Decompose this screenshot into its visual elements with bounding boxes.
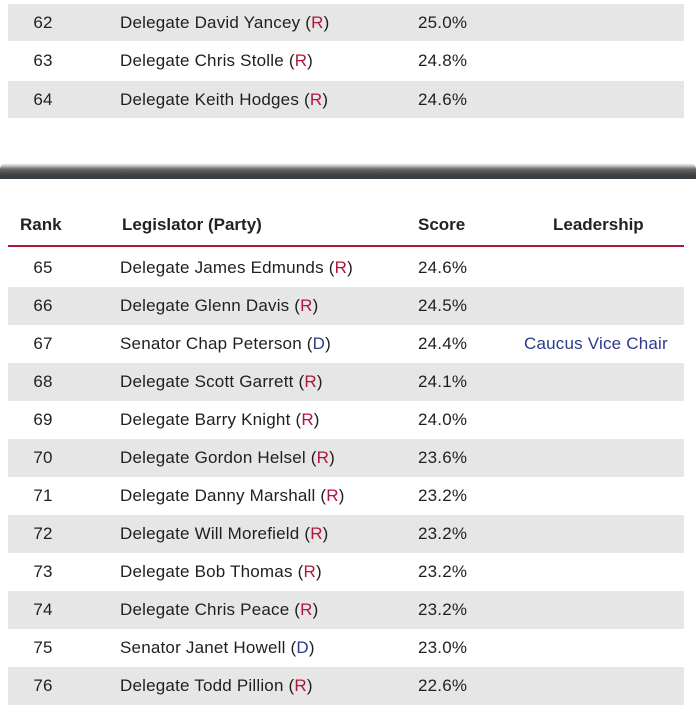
score-cell: 24.6% — [418, 258, 468, 277]
rank-cell: 67 — [33, 334, 53, 353]
party-label: R — [303, 562, 316, 581]
rank-cell: 73 — [33, 562, 53, 581]
score-cell: 23.0% — [418, 638, 468, 657]
header-legislator: Legislator (Party) — [122, 215, 262, 234]
legislator-name: Delegate Chris Peace — [120, 600, 290, 619]
score-cell: 24.5% — [418, 296, 468, 315]
rank-cell: 75 — [33, 638, 53, 657]
legislator-name: Delegate Barry Knight — [120, 410, 291, 429]
score-cell: 23.2% — [418, 600, 468, 619]
legislator-name: Delegate Chris Stolle — [120, 51, 284, 70]
header-rank: Rank — [20, 215, 62, 234]
score-cell: 23.2% — [418, 486, 468, 505]
legislator-name: Delegate Glenn Davis — [120, 296, 290, 315]
party-label: R — [334, 258, 348, 277]
legislator-name: Delegate Bob Thomas — [120, 562, 293, 581]
rank-cell: 63 — [33, 51, 53, 70]
score-cell: 23.2% — [418, 524, 468, 543]
score-cell: 23.2% — [418, 562, 468, 581]
rank-cell: 68 — [33, 372, 53, 391]
table-row — [8, 287, 684, 325]
table-header — [8, 205, 684, 247]
rank-cell: 66 — [33, 296, 53, 315]
legislator-cell: Delegate Will Morefield (R) — [120, 524, 329, 543]
table-row — [8, 325, 684, 363]
legislator-cell: Delegate Todd Pillion (R) — [120, 676, 313, 695]
party-label: R — [316, 448, 330, 467]
legislator-cell: Senator Janet Howell (D) — [120, 638, 315, 657]
party-label: R — [326, 486, 339, 505]
legislator-name: Delegate Scott Garrett — [120, 372, 294, 391]
party-label: R — [309, 89, 323, 109]
rank-cell: 74 — [33, 600, 53, 619]
party-label: D — [296, 638, 309, 657]
legislator-name: Delegate David Yancey — [120, 12, 301, 32]
party-label: R — [311, 12, 324, 32]
legislator-cell: Delegate Keith Hodges (R) — [120, 89, 329, 109]
rank-cell: 64 — [33, 89, 53, 109]
table-row — [8, 477, 684, 515]
table-row — [8, 667, 684, 705]
leadership-cell: Caucus Vice Chair — [524, 334, 668, 353]
party-label: R — [300, 296, 313, 315]
legislator-name: Delegate Keith Hodges — [120, 89, 300, 109]
table-row — [8, 591, 684, 629]
legislator-name: Delegate James Edmunds — [120, 258, 324, 277]
rank-cell: 70 — [33, 448, 53, 467]
table-row — [8, 553, 684, 591]
score-cell: 25.0% — [418, 12, 468, 32]
main-score-table — [8, 249, 684, 705]
score-cell: 24.1% — [418, 372, 468, 391]
table-row — [8, 249, 684, 287]
legislator-cell: Delegate James Edmunds (R) — [120, 258, 353, 277]
legislator-cell: Delegate Scott Garrett (R) — [120, 372, 323, 391]
score-cell: 24.0% — [418, 410, 468, 429]
legislator-name: Delegate Danny Marshall — [120, 486, 316, 505]
legislator-cell: Delegate Gordon Helsel (R) — [120, 448, 335, 467]
rank-cell: 72 — [33, 524, 53, 543]
score-cell: 23.6% — [418, 448, 468, 467]
rank-cell: 65 — [33, 258, 53, 277]
legislator-cell: Delegate David Yancey (R) — [120, 12, 330, 32]
table-row — [8, 81, 684, 118]
party-label: R — [300, 600, 313, 619]
table-row — [8, 439, 684, 477]
legislator-cell: Delegate Chris Stolle (R) — [120, 51, 314, 70]
legislator-name: Senator Janet Howell — [120, 638, 286, 657]
header-leadership: Leadership — [553, 215, 644, 234]
legislator-cell: Delegate Chris Peace (R) — [120, 600, 319, 619]
table-row — [8, 629, 684, 667]
table-row — [8, 363, 684, 401]
table-row — [8, 4, 684, 41]
table-row — [8, 41, 684, 81]
rank-cell: 69 — [33, 410, 53, 429]
legislator-cell: Delegate Glenn Davis (R) — [120, 296, 319, 315]
score-cell: 24.8% — [418, 51, 468, 70]
legislator-cell: Delegate Danny Marshall (R) — [120, 486, 345, 505]
table-row — [8, 515, 684, 553]
table-row — [8, 401, 684, 439]
party-label: R — [294, 51, 308, 70]
legislator-name: Delegate Gordon Helsel — [120, 448, 306, 467]
legislator-cell: Senator Chap Peterson (D) — [120, 334, 332, 353]
legislator-name: Delegate Will Morefield — [120, 524, 300, 543]
header-score: Score — [418, 215, 466, 234]
party-label: R — [310, 524, 323, 543]
party-label: D — [312, 334, 326, 353]
score-cell: 24.6% — [418, 89, 468, 109]
rank-cell: 76 — [33, 676, 53, 695]
legislator-cell: Delegate Bob Thomas (R) — [120, 562, 322, 581]
party-label: R — [294, 676, 307, 695]
top-score-table — [8, 4, 684, 118]
rank-cell: 62 — [33, 12, 53, 32]
section-divider — [0, 163, 696, 179]
party-label: R — [304, 372, 317, 391]
rank-cell: 71 — [33, 486, 53, 505]
score-cell: 24.4% — [418, 334, 468, 353]
score-cell: 22.6% — [418, 676, 468, 695]
legislator-cell: Delegate Barry Knight (R) — [120, 410, 320, 429]
party-label: R — [301, 410, 314, 429]
legislator-name: Delegate Todd Pillion — [120, 676, 284, 695]
legislator-name: Senator Chap Peterson — [120, 334, 302, 353]
